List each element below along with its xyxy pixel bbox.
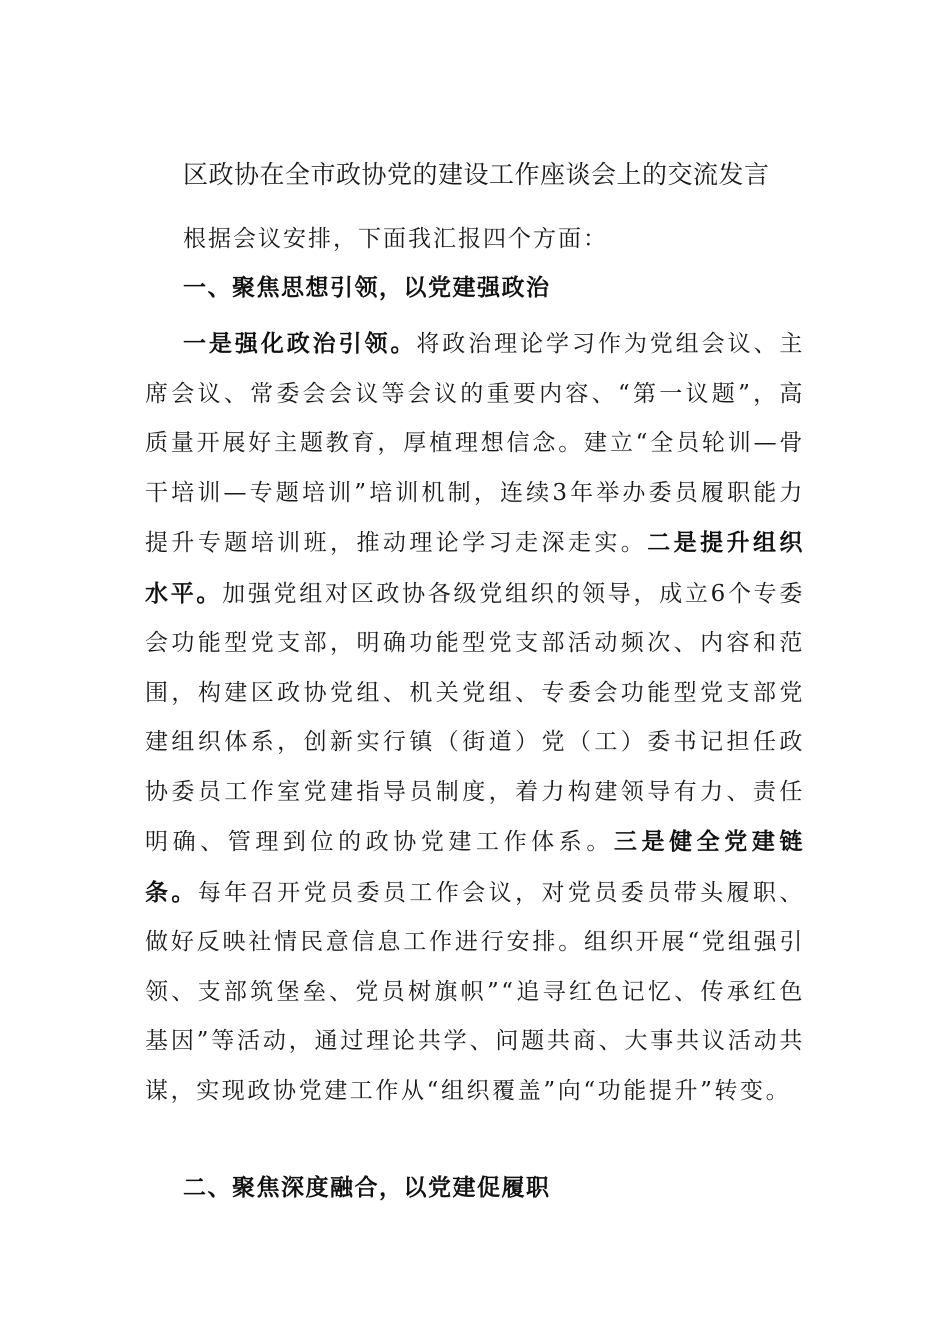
lead-phrase-3: 三是健全党建链条。 bbox=[145, 828, 806, 906]
document-title: 区政协在全市政协党的建设工作座谈会上的交流发言 bbox=[183, 160, 770, 189]
body-text-3: 每年召开党员委员工作会议，对党员委员带头履职、做好反映社情民意信息工作进行安排。组织开展“党组强引领、支部筑堡垒、党员树旗帜”“追寻红色记忆、传承红色基因”等活动，通过理论共学、问题共商、大事共议活动共谋，实现政协党建工作从“组织覆盖”向“功能提升”转变。 bbox=[145, 879, 805, 1104]
section-heading-1: 一、聚焦思想引领，以党建强政治 bbox=[183, 274, 551, 301]
body-text-2: 加强党组对区政协各级党组织的领导，成立6个专委会功能型党支部，明确功能型党支部活动频次、内容和范围，构建区政协党组、机关党组、专委会功能型党支部党建组织体系，创新实行镇（街道）党（工）委书记担任政协委员工作室党建指导员制度，着力构建领导有力、责任明确、管理到位的政协党建工作体系。 bbox=[145, 580, 805, 855]
lead-phrase-2: 二是提升组织水平。 bbox=[145, 529, 805, 607]
lead-phrase-1: 一是强化政治引领。 bbox=[183, 330, 417, 357]
body-text-1: 将政治理论学习作为党组会议、主席会议、常委会会议等会议的重要内容、“第一议题”，高质量开展好主题教育，厚植理想信念。建立“全员轮训—骨干培训—专题培训”培训机制，连续3年举办委员履职能力提升专题培训班，推动理论学习走深走实。 bbox=[145, 331, 805, 556]
section-1-body bbox=[145, 319, 805, 1116]
section-heading-2: 二、聚焦深度融合，以党建促履职 bbox=[183, 1174, 551, 1201]
intro-paragraph: 根据会议安排，下面我汇报四个方面： bbox=[183, 226, 608, 252]
